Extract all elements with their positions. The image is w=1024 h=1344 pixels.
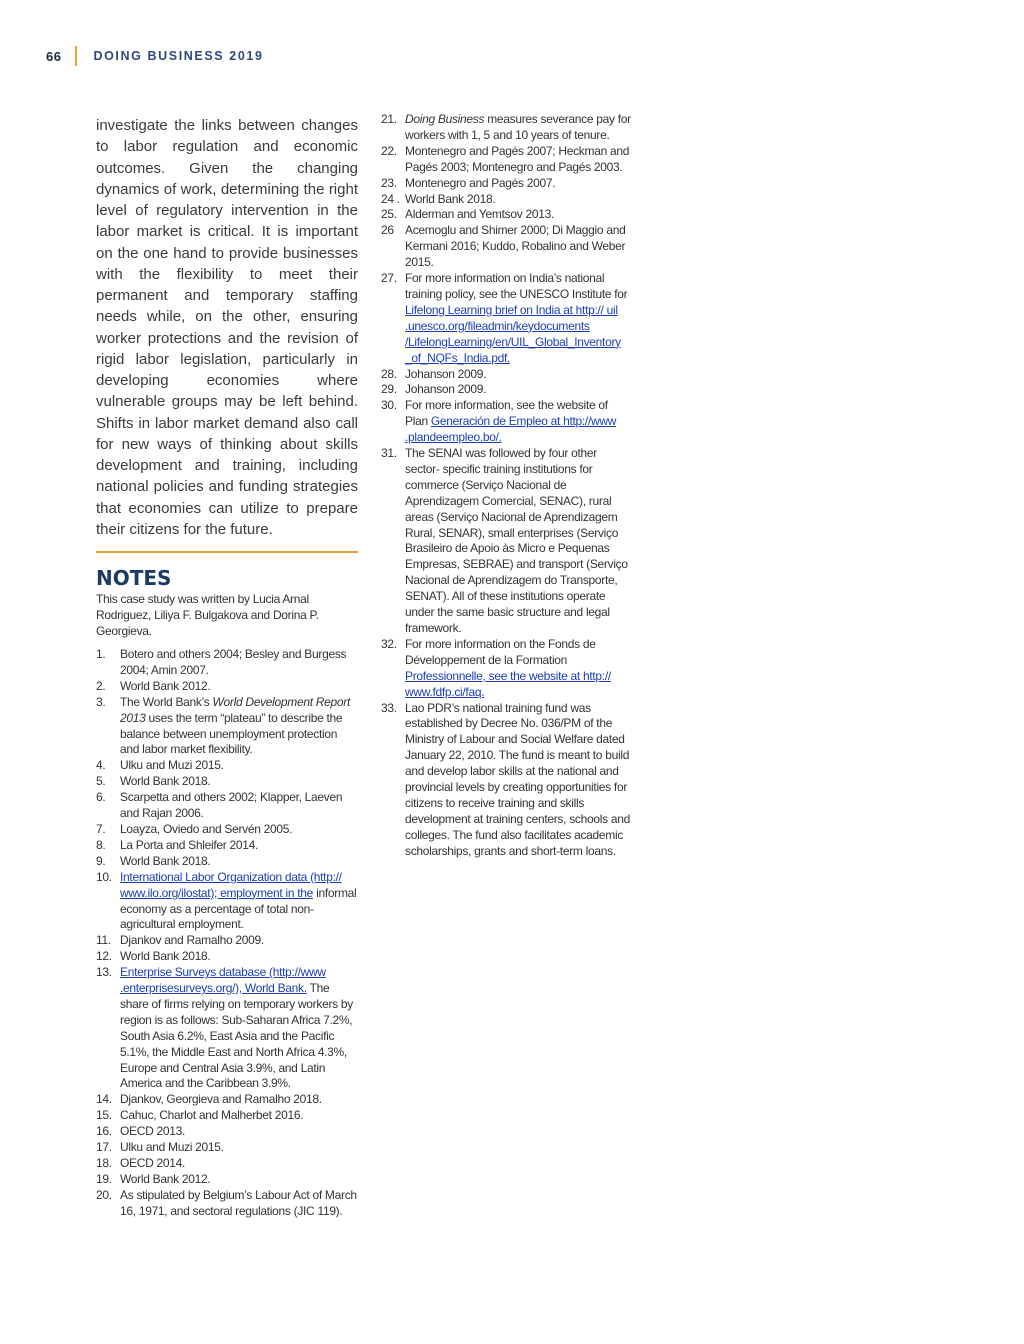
note-text: Ulku and Muzi 2015. [120,1140,224,1155]
note-link[interactable]: Lifelong Learning brief on India at http:// uil .unesco.org/fileadmin/keydocuments /LifelongLearning/en/UIL_Global_Inventory _of_NQFs_India.pdf. [405,302,621,365]
note-text: Lao PDR’s national training fund was established by Decree No. 036/PM of the Ministry of Labour and Social Welfare dated January 22, 2010. The fund is meant to build and develop labor skills at the national and provincial levels by creating opportunities for citizens to receive training and skills development at training centers, schools and colleges. The fund also facilitates academic scholarships, grants and short-term loans. [405,700,630,858]
note-text: OECD 2013. [120,1124,186,1139]
note-number: 28. [381,366,397,381]
note-number: 9. [96,853,106,868]
notes-list-right [381,112,631,860]
note-text: Loayza, Oviedo and Servén 2005. [120,821,293,836]
note-text: The World Bank’s World Development Report 2013 uses the term “plateau” to describe the balance between unemployment protection and labor market flexibility. [120,694,351,757]
note-item [96,647,358,679]
note-number: 3. [96,694,106,709]
note-text: Botero and others 2004; Besley and Burgess 2004; Amin 2007. [120,647,347,677]
note-text: Djankov, Georgieva and Ramalho 2018. [120,1092,322,1107]
note-text: For more information on the Fonds de Développement de la Formation Professionnelle, see the website at http:// www.fdfp.ci/faq. [405,636,611,699]
note-link[interactable]: International Labor Organization data (http:// www.ilo.org/ilostat); employment in the [120,869,342,900]
note-text: For more information on India’s national training policy, see the UNESCO Institute for Lifelong Learning brief on India at http:// uil .unesco.org/fileadmin/keydocuments /LifelongLearning/en/UIL_Global_Inventory _of_NQFs_India.pdf. [405,271,628,365]
note-link[interactable]: Professionnelle, see the website at http:// www.fdfp.ci/faq. [405,668,611,699]
note-number: 12. [96,949,112,964]
note-item [381,223,631,271]
note-item [96,854,358,870]
note-number: 20. [96,1187,112,1202]
note-text: Alderman and Yemtsov 2013. [405,207,554,222]
note-text: Johanson 2009. [405,366,487,381]
note-number: 25. [381,207,397,222]
note-text: Johanson 2009. [405,382,487,397]
note-number: 5. [96,774,106,789]
note-number: 31. [381,446,397,461]
note-number: 29. [381,382,397,397]
note-text: World Bank 2018. [120,853,211,868]
note-item [381,207,631,223]
note-number: 15. [96,1108,112,1123]
note-item [381,112,631,144]
note-text: Montenegro and Pagés 2007; Heckman and Pagés 2003; Montenegro and Pagés 2003. [405,143,630,174]
note-item [96,949,358,965]
note-number: 13. [96,965,112,980]
note-number: 2. [96,678,106,693]
note-number: 27. [381,271,397,286]
left-column [96,115,358,1220]
note-item [96,933,358,949]
note-number: 11. [96,933,111,948]
body-paragraph: investigate the links between changes to labor regulation and economic outcomes. Given the changing dynamics of work, determining the right level of regulatory intervention in the labor market is critical. It is important on the one hand to provide businesses with the flexibility to meet their permanent and temporary staffing needs while, on the other, ensuring worker protections and the revision of rigid labor legislation, particularly in developing economies where vulnerable groups may be left behind. Shifts in labor market demand also call for new ways of thinking about skills development and training, including national policies and funding strategies that economies can utilize to prepare their citizens for the future. [96,117,358,538]
note-text: Montenegro and Pagés 2007. [405,175,556,190]
note-item [96,965,358,1092]
note-text: World Bank 2012. [120,1171,211,1186]
note-item [381,446,631,637]
section-rule [96,551,358,553]
note-number: 6. [96,790,106,805]
note-number: 17. [96,1140,112,1155]
page-number: 66 [46,48,62,64]
note-number: 8. [96,837,106,852]
note-number: 32. [381,636,397,651]
note-item [381,176,631,192]
note-number: 24 . [381,191,400,206]
note-text: La Porta and Shleifer 2014. [120,837,259,852]
note-link[interactable]: Generación de Empleo at http://www .plandeempleo.bo/. [405,414,617,445]
note-item [381,367,631,383]
note-item [96,1092,358,1108]
note-item [96,679,358,695]
note-number: 33. [381,700,397,715]
note-text: For more information, see the website of Plan Generación de Empleo at http://www .plandeempleo.bo/. [405,398,617,445]
note-item [96,695,358,759]
body-text [96,115,358,540]
note-number: 26 [381,223,394,238]
note-text: World Bank 2012. [120,678,211,693]
note-text: The SENAI was followed by four other sector- specific training institutions for commerce (Serviço Nacional de Aprendizagem Comercial, SENAC), rural areas (Serviço Nacional de Aprendizagem Rural, SENAR), small enterprises (Serviço Brasileiro de Apoio às Micro e Pequenas Empresas, SEBRAE) and transport (Serviço Nacional de Aprendizagem do Transporte, SENAT). All of these institutions operate under the same basic structure and legal framework. [405,446,628,635]
note-item [381,192,631,208]
note-number: 4. [96,758,106,773]
note-link[interactable]: Enterprise Surveys database (http://www .enterprisesurveys.org/), World Bank. [120,965,326,996]
note-item [96,774,358,790]
note-item [96,790,358,822]
note-item [96,822,358,838]
notes-list-left [96,647,358,1220]
note-item [381,701,631,860]
note-text: As stipulated by Belgium’s Labour Act of March 16, 1971, and sectoral regulations (JIC 119). [120,1187,357,1218]
note-item [96,1156,358,1172]
notes-heading: NOTES [96,566,172,590]
note-item [96,1140,358,1156]
note-item [96,838,358,854]
note-text: Acemoglu and Shimer 2000; Di Maggio and Kermani 2016; Kuddo, Robalino and Weber 2015. [405,223,626,270]
note-item [381,382,631,398]
note-text: Djankov and Ramalho 2009. [120,933,264,948]
note-text: International Labor Organization data (http:// www.ilo.org/ilostat); employment in the informal economy as a percentage of total non-agricultural employment. [120,869,357,932]
note-text: Scarpetta and others 2002; Klapper, Laeven and Rajan 2006. [120,790,343,821]
note-number: 23. [381,175,397,190]
note-number: 22. [381,143,397,158]
note-text: Ulku and Muzi 2015. [120,758,224,773]
note-text: World Bank 2018. [405,191,496,206]
note-text: OECD 2014. [120,1156,186,1170]
right-column [381,112,631,860]
note-number: 21. [381,112,397,126]
note-item [381,398,631,446]
note-text: Cahuc, Charlot and Malherbet 2016. [120,1108,304,1123]
note-item [96,1188,358,1220]
note-item [96,758,358,774]
note-text: World Bank 2018. [120,774,211,789]
note-item [381,637,631,701]
note-number: 14. [96,1092,112,1107]
note-italic-title: Doing Business [405,112,485,126]
note-number: 10. [96,869,112,884]
running-title: DOING BUSINESS 2019 [93,49,264,63]
note-item [96,1108,358,1124]
note-item [381,271,631,366]
note-item [96,1172,358,1188]
note-text: Doing Business measures severance pay for workers with 1, 5 and 10 years of tenure. [405,112,631,142]
note-number: 19. [96,1171,112,1186]
notes-intro: This case study was written by Lucia Arnal Rodriguez, Liliya F. Bulgakova and Dorina P. Georgieva. [96,592,319,638]
note-number: 1. [96,647,106,661]
note-item [381,144,631,176]
header-divider [75,46,77,66]
page-header [46,46,264,66]
note-number: 30. [381,398,397,413]
note-number: 16. [96,1124,112,1139]
note-number: 7. [96,821,106,836]
note-italic-title: World Development Report 2013 [120,694,351,725]
note-item [96,1124,358,1140]
note-item [96,870,358,934]
note-number: 18. [96,1156,112,1170]
note-text: Enterprise Surveys database (http://www .enterprisesurveys.org/), World Bank. The share of firms relying on temporary workers by region is as follows: Sub-Saharan Africa 7.2%, South Asia 6.2%, East Asia and the Pacific 5.1%, the Middle East and North Africa 4.3%, Europe and Central Asia 3.9%, and Latin America and the Caribbean 3.9%. [120,965,353,1091]
note-text: World Bank 2018. [120,949,211,964]
